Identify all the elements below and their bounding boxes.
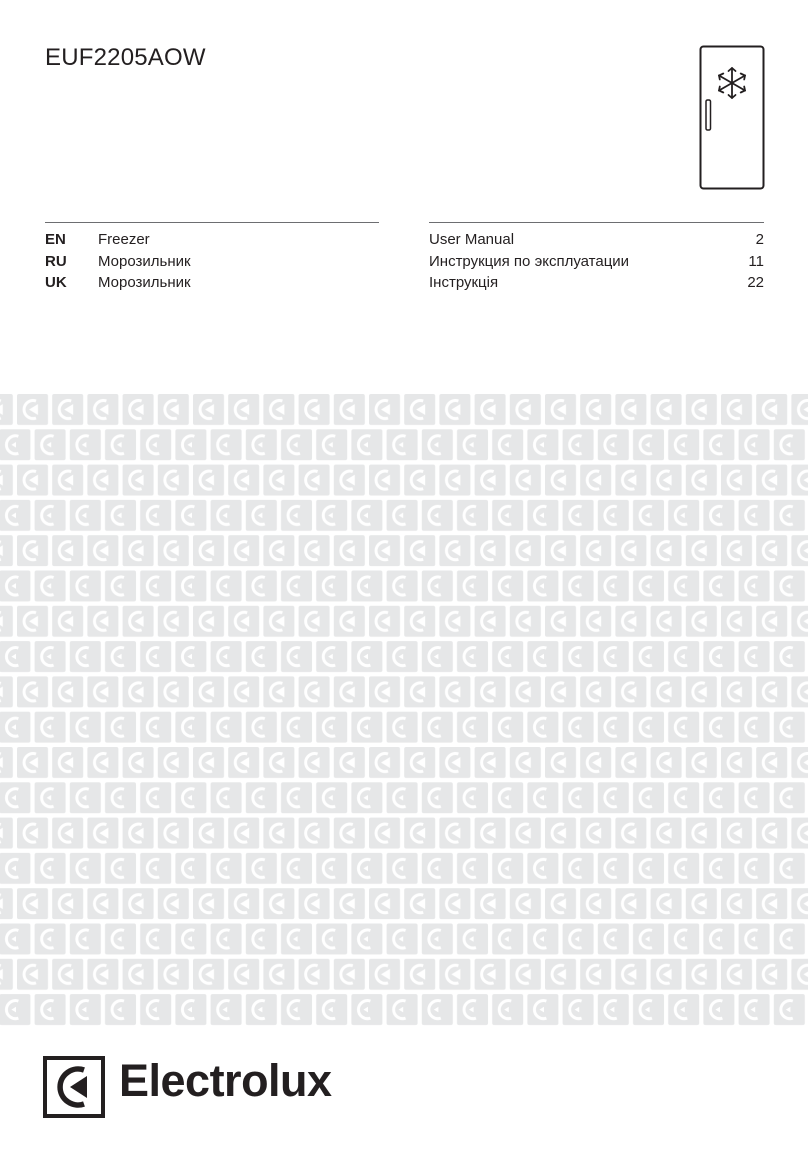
model-code: EUF2205AOW (45, 44, 206, 71)
electrolux-logo-pattern (0, 392, 808, 1028)
language-code: RU (45, 252, 67, 270)
divider-left (45, 222, 379, 223)
electrolux-logo-icon (43, 1056, 105, 1118)
language-row-en (45, 229, 379, 251)
manual-page-number: 2 (755, 231, 764, 249)
manual-title: Інструкція (429, 274, 499, 292)
product-name: Морозильник (98, 274, 191, 292)
language-product-list (45, 229, 379, 294)
manual-title: Инструкция по эксплуатации (429, 252, 630, 270)
language-row-uk (45, 272, 379, 294)
manual-row-uk[interactable] (429, 272, 764, 294)
manual-page-number: 22 (747, 274, 764, 292)
brand-name: Electrolux (119, 1055, 332, 1106)
manual-page-number: 11 (748, 252, 764, 270)
product-name: Freezer (98, 231, 150, 249)
language-code: UK (45, 274, 67, 292)
product-name: Морозильник (98, 252, 191, 270)
freezer-snowflake-icon (699, 45, 765, 190)
language-code: EN (45, 231, 66, 249)
manual-title: User Manual (429, 231, 515, 249)
language-row-ru (45, 251, 379, 273)
manual-row-en[interactable] (429, 229, 764, 251)
divider-right (429, 222, 764, 223)
manual-contents-list (429, 229, 764, 294)
manual-row-ru[interactable] (429, 251, 764, 273)
